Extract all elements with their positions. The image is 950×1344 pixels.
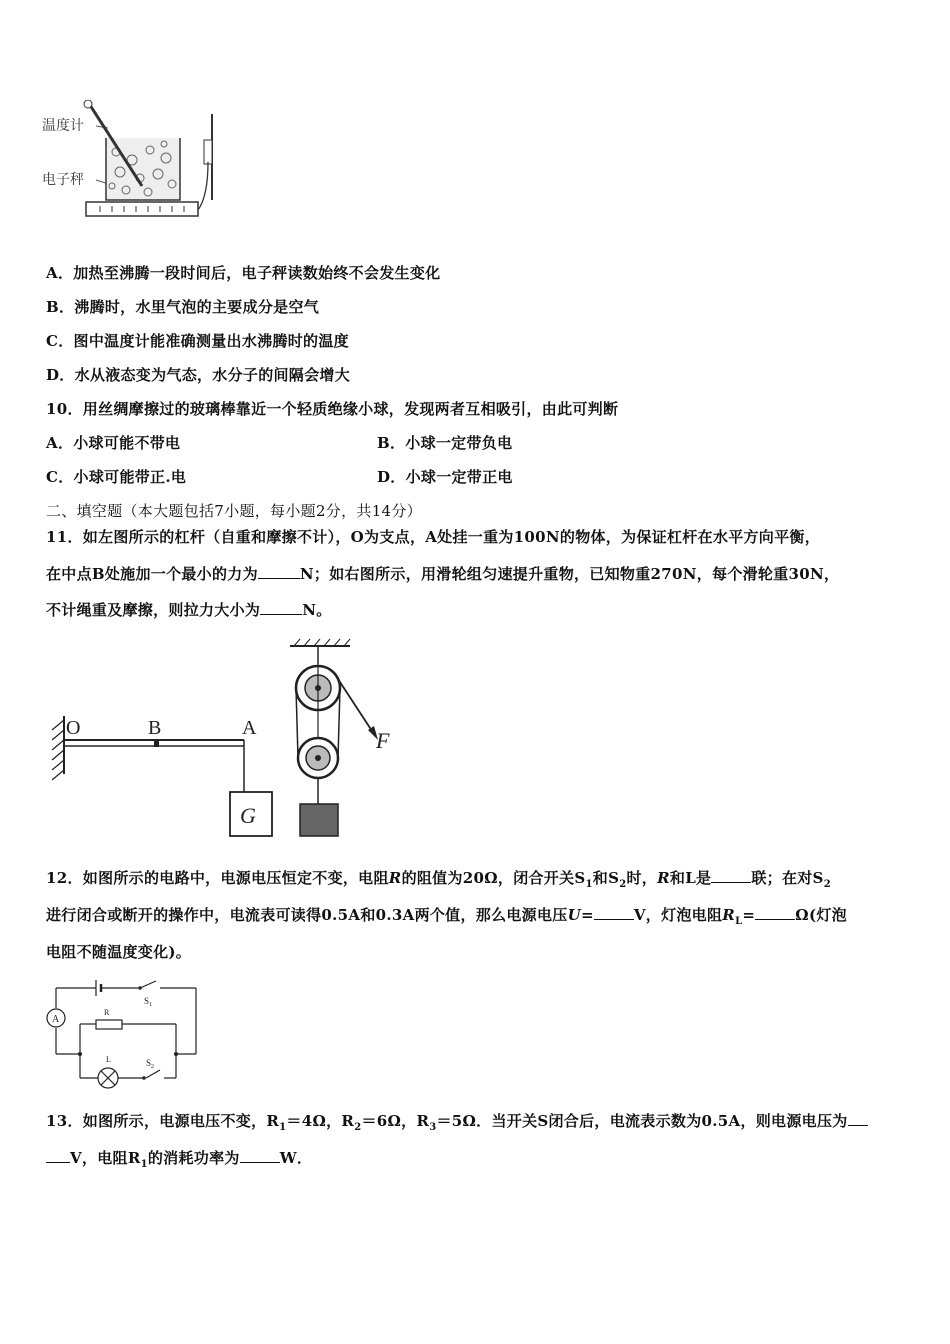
q9-option-a: A．加热至沸腾一段时间后，电子秤读数始终不会发生变化 [46,264,441,282]
q12-symbol-r2: R [657,869,670,887]
q11-blank-1[interactable] [258,564,300,579]
q12-symbol-rl: R [722,906,736,924]
q13-sub-3: 3 [429,1122,437,1133]
label-electronic-scale: 电子秤 [42,172,84,188]
q12-text-1b: 的阻值为20Ω，闭合开关S [401,869,586,887]
q10-option-c: C．小球可能带正.电 [46,468,187,486]
circuit-label-l: L [106,1055,111,1064]
q13-text-2b: 的消耗功率为 [147,1149,240,1167]
q11-text-2a: 在中点B处施加一个最小的力为 [46,565,258,583]
q11-text-3b: N。 [302,601,332,619]
q13-blank-1a[interactable] [848,1111,868,1126]
q12-text-2c: V，灯泡电阻 [633,906,723,924]
label-thermometer: 温度计 [42,118,84,134]
q9-option-c: C．图中温度计能准确测量出水沸腾时的温度 [46,332,349,350]
q12-text-2d: = [742,906,756,924]
q12-blank-2[interactable] [594,905,634,920]
q12-line-3: 电阻不随温度变化)。 [46,943,192,961]
q11-text-2b: N；如右图所示，用滑轮组匀速提升重物，已知物重270N，每个滑轮重30N， [299,565,840,583]
q12-text-1a: 12．如图所示的电路中，电源电压恒定不变，电阻 [46,869,389,887]
q12-text-2a: 进行闭合或断开的操作中，电流表可读得0.5A和0.3A两个值，那么电源电压 [46,906,568,924]
q12-text-1d: 时， [626,869,658,887]
q13-text-2a: V，电阻R [70,1149,141,1167]
q11-blank-2[interactable] [260,600,302,615]
q12-sub-1: 1 [585,879,593,890]
q12-blank-1[interactable] [711,868,751,883]
q12-blank-3[interactable] [755,905,795,920]
q12-sub-3: 2 [823,879,831,890]
q13-text-1a: 13．如图所示，电源电压不变，R [46,1112,280,1130]
q11-line-3 [46,599,332,620]
q12-symbol-u: U [567,906,581,924]
q12-sub-2: 2 [619,879,627,890]
q13-text-1d: ＝5Ω．当开关S闭合后，电流表示数为0.5A，则电源电压为 [436,1112,848,1130]
q13-text-1c: ＝6Ω，R [361,1112,430,1130]
q12-symbol-r: R [388,869,402,887]
q10-stem: 10．用丝绸摩擦过的玻璃棒靠近一个轻质绝缘小球，发现两者互相吸引，由此可判断 [46,400,619,418]
q12-text-1c: 和S [592,869,620,887]
q11-text-3a: 不计绳重及摩擦，则拉力大小为 [46,601,261,619]
q12-sub-l: L [735,916,743,927]
q13-sub-4: 1 [140,1159,148,1170]
figure-lever [44,712,274,840]
figure-boiling-water [40,100,230,230]
figure-pulley-system [286,638,406,840]
q12-text-1e: 和L是 [669,869,712,887]
q10-option-d: D．小球一定带正电 [377,468,513,486]
circuit-label-s1: $S_1$ [144,996,153,1008]
q13-blank-1b[interactable] [46,1148,70,1163]
figure-circuit-q12 [40,976,210,1092]
q11-line-1: 11．如左图所示的杠杆（自重和摩擦不计），O为支点，A处挂一重为100N的物体，为保证杠杆在水平方向平衡， [46,528,821,546]
lever-weight-label-g: G [240,803,256,828]
q13-text-1b: ＝4Ω，R [286,1112,355,1130]
q13-text-2c: W． [279,1149,313,1167]
circuit-label-ammeter: A [52,1014,60,1025]
pulley-force-label-f: F [376,728,390,753]
lever-label-a: A [242,717,257,739]
lever-label-o: O [66,717,81,739]
q13-line-1 [46,1110,868,1133]
section-2-heading: 二、填空题（本大题包括7小题，每小题2分，共14分） [46,502,422,520]
q9-option-d: D．水从液态变为气态，水分子的间隔会增大 [46,366,351,384]
q13-sub-1: 1 [279,1122,287,1133]
q12-line-2 [46,904,847,927]
q12-text-2e: Ω(灯泡 [795,906,847,924]
q10-option-a: A．小球可能不带电 [46,434,181,452]
q9-option-b: B．沸腾时，水里气泡的主要成分是空气 [46,298,320,316]
lever-label-b: B [148,717,162,739]
q13-blank-2[interactable] [240,1148,280,1163]
q12-line-1 [46,867,831,890]
q12-text-2b: = [580,906,594,924]
circuit-label-r: R [104,1008,110,1017]
q11-line-2 [46,563,839,584]
q13-sub-2: 2 [354,1122,362,1133]
q10-option-b: B．小球一定带负电 [377,434,513,452]
circuit-label-s2: $S_2$ [146,1058,155,1070]
q13-line-2 [46,1147,312,1170]
q12-text-1f: 联；在对S [751,869,824,887]
